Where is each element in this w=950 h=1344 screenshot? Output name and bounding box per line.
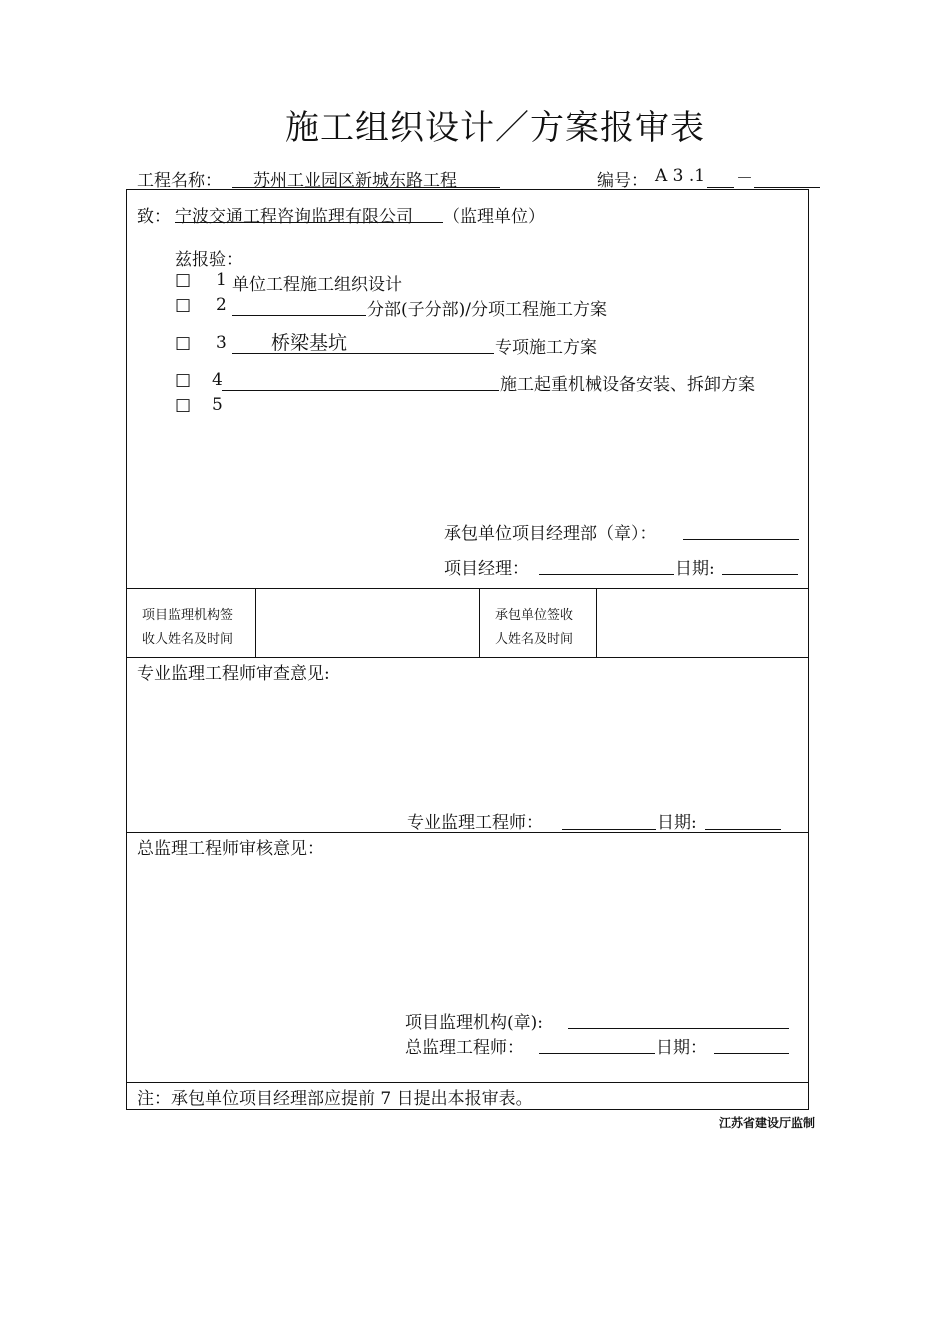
project-name-underline xyxy=(232,187,500,188)
supervision-org-field[interactable] xyxy=(568,1028,789,1029)
contractor-receipt-label-line1: 承包单位签收 xyxy=(495,608,574,623)
checkbox-item-2[interactable]: □ xyxy=(175,295,192,315)
specialist-date-field[interactable] xyxy=(705,829,781,830)
contractor-seal-field[interactable] xyxy=(683,539,799,540)
checkbox-item-1[interactable]: □ xyxy=(175,270,192,290)
col-divider-3 xyxy=(596,588,597,657)
col-divider-2 xyxy=(479,588,480,657)
contractor-seal-label: 承包单位项目经理部（章）： xyxy=(444,524,657,544)
number-underline-2 xyxy=(754,187,820,188)
form-title: 施工组织设计／方案报审表 xyxy=(285,108,705,148)
issuer-footer: 江苏省建设厅监制 xyxy=(719,1116,816,1130)
pm-date-label: 日期: xyxy=(675,559,715,579)
submit-intro: 兹报验： xyxy=(175,250,243,270)
item-3-number: 3 xyxy=(216,333,227,353)
item-2-number: 2 xyxy=(216,295,227,315)
number-underline-1 xyxy=(707,187,734,188)
chief-review-heading: 总监理工程师审核意见： xyxy=(137,839,324,859)
project-manager-label: 项目经理： xyxy=(444,559,529,579)
form-note: 注：承包单位项目经理部应提前 7 日提出本报审表。 xyxy=(137,1089,533,1109)
supervisor-unit: 宁波交通工程咨询监理有限公司 xyxy=(175,207,413,227)
number-label: 编号： xyxy=(597,171,648,191)
chief-date-field[interactable] xyxy=(714,1053,789,1054)
item-4-underline xyxy=(222,390,499,391)
checkbox-item-4[interactable]: □ xyxy=(175,370,192,390)
supervision-org-label: 项目监理机构(章): xyxy=(405,1013,543,1033)
specialist-review-heading: 专业监理工程师审查意见: xyxy=(137,664,330,684)
chief-date-label: 日期： xyxy=(656,1038,707,1058)
item-5-number: 5 xyxy=(212,395,223,415)
supervisor-unit-suffix: （监理单位） xyxy=(443,207,545,227)
item-4-number: 4 xyxy=(212,370,223,390)
specialist-date-label: 日期: xyxy=(657,813,697,833)
checkbox-item-5[interactable]: □ xyxy=(175,395,192,415)
item-3-fill-text[interactable]: 桥梁基坑 xyxy=(271,332,348,354)
pm-date-field[interactable] xyxy=(722,574,798,575)
checkbox-item-3[interactable]: □ xyxy=(175,333,192,353)
project-name-value: 苏州工业园区新城东路工程 xyxy=(253,171,457,191)
row-divider-4 xyxy=(126,1082,808,1083)
chief-engineer-field[interactable] xyxy=(539,1053,655,1054)
number-value: A 3 .1 xyxy=(655,166,706,186)
specialist-engineer-field[interactable] xyxy=(562,829,656,830)
supervisor-unit-underline xyxy=(175,222,443,223)
item-3-underline xyxy=(232,353,494,354)
item-2-underline xyxy=(232,315,366,316)
number-dash: － xyxy=(736,169,753,189)
col-divider-1 xyxy=(255,588,256,657)
item-2-text: 分部(子分部)/分项工程施工方案 xyxy=(367,300,607,320)
row-divider-1 xyxy=(126,588,808,589)
item-3-text: 专项施工方案 xyxy=(495,338,597,358)
row-divider-2 xyxy=(126,657,808,658)
chief-engineer-label: 总监理工程师： xyxy=(405,1038,524,1058)
item-4-text: 施工起重机械设备安装、拆卸方案 xyxy=(500,375,755,395)
project-manager-field[interactable] xyxy=(539,574,674,575)
item-1-number: 1 xyxy=(216,270,227,290)
supervisor-receipt-label-line1: 项目监理机构签 xyxy=(142,608,234,623)
project-name-label: 工程名称： xyxy=(137,171,222,191)
item-1-text: 单位工程施工组织设计 xyxy=(232,275,402,295)
to-label: 致： xyxy=(137,207,171,227)
contractor-receipt-label-line2: 人姓名及时间 xyxy=(495,632,574,647)
supervisor-receipt-label-line2: 收人姓名及时间 xyxy=(142,632,234,647)
form-table xyxy=(126,189,809,1110)
specialist-engineer-label: 专业监理工程师： xyxy=(407,813,543,833)
